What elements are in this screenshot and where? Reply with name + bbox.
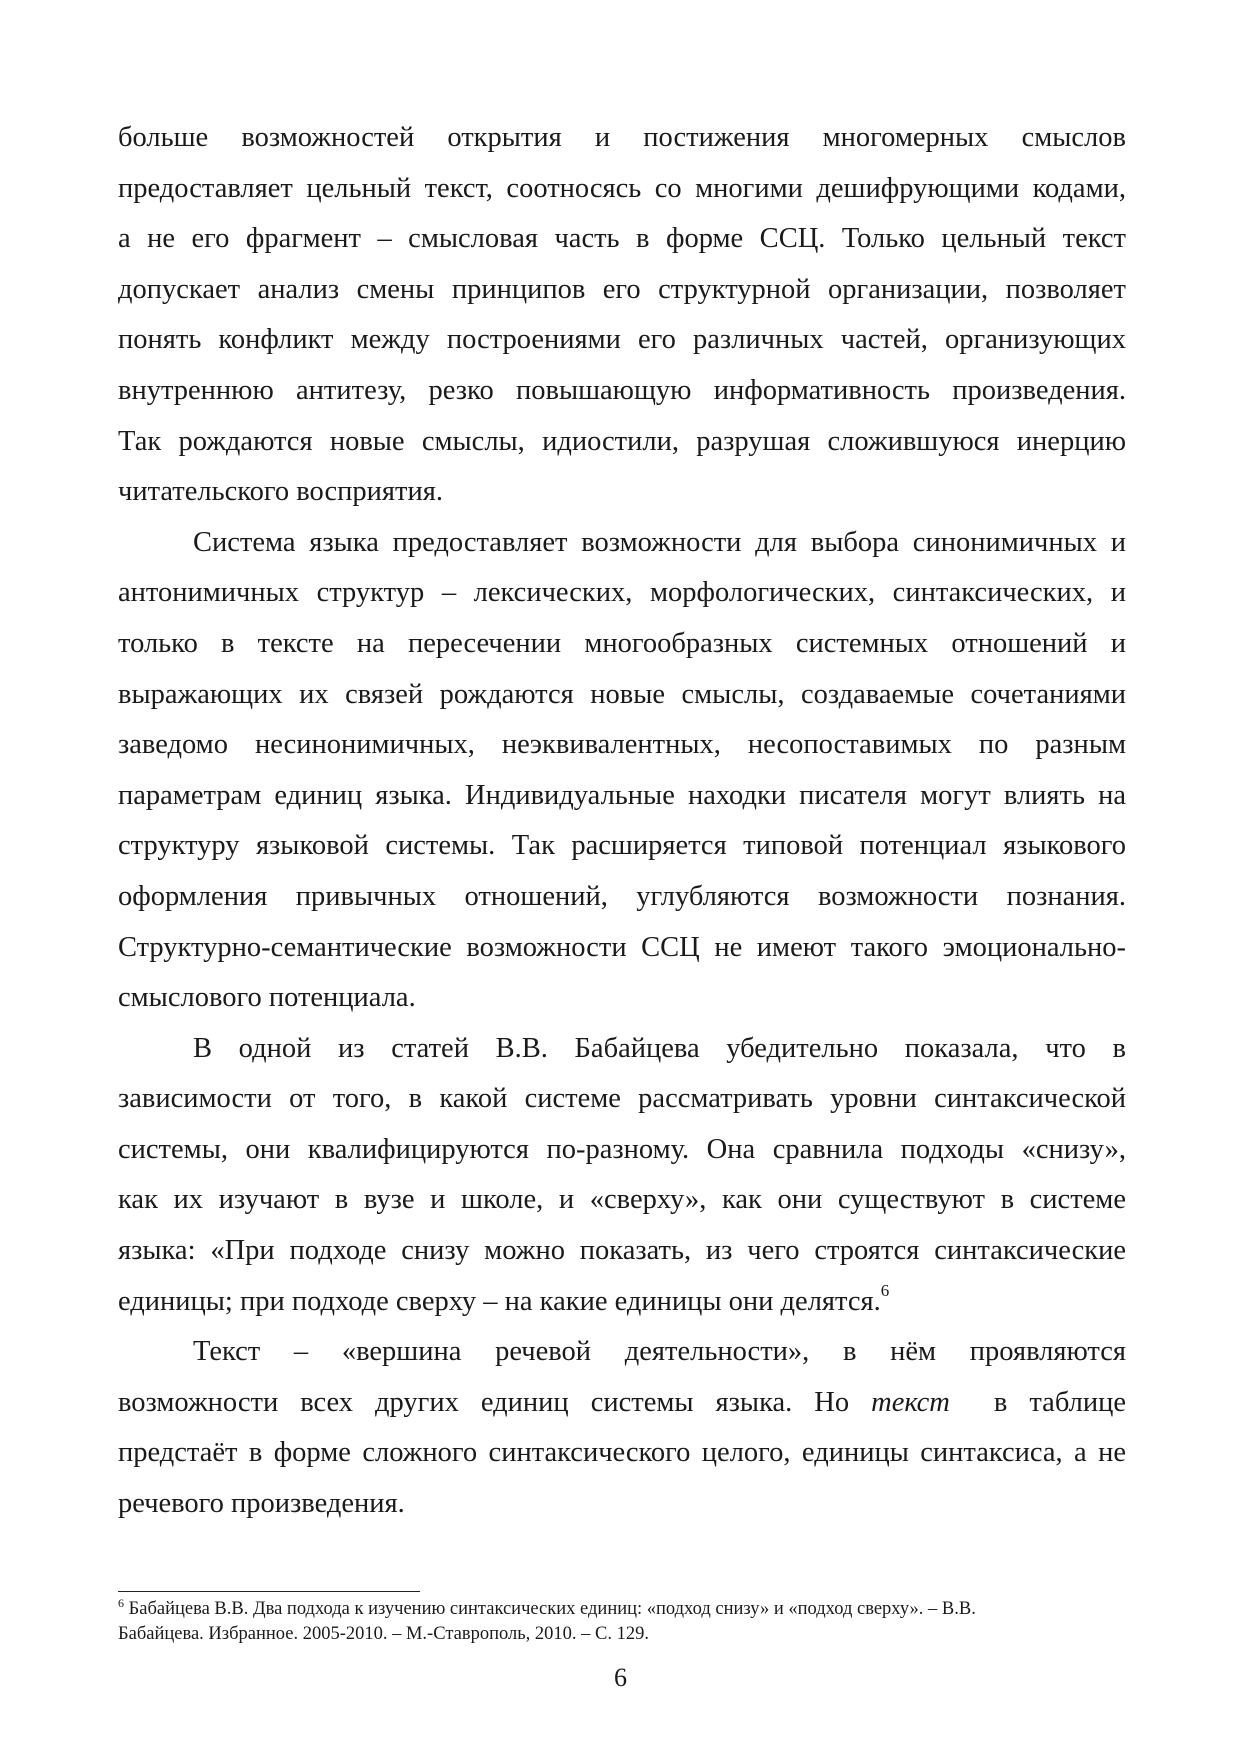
text-line: языка: «При подходе снизу можно показать, из чего строятся синтаксические — [118, 1235, 1126, 1267]
page-number: 6 — [614, 1663, 627, 1692]
text-line: допускает анализ смены принципов его структурной организации, позволяет — [118, 273, 1126, 305]
text-line: больше возможностей открытия и постижения многомерных смыслов — [118, 122, 1126, 153]
text-line: параметрам единиц языка. Индивидуальные находки писателя могут влиять на — [118, 779, 1126, 811]
paragraph-4 — [118, 1327, 1126, 1529]
text-line: предоставляет цельный текст, соотносясь со многими дешифрующими кодами, — [118, 172, 1126, 204]
body-text — [118, 113, 1126, 1530]
text-line: предстаёт в форме сложного синтаксического целого, единицы синтаксиса, а не — [118, 1437, 1126, 1469]
text-line: зависимости от того, в какой системе рассматривать уровни синтаксической — [118, 1083, 1126, 1115]
footnote-number: 6 — [118, 1596, 124, 1610]
text-line: внутреннюю антитезу, резко повышающую информативность произведения. — [118, 374, 1126, 406]
text-line: только в тексте на пересечении многообразных системных отношений и — [118, 627, 1126, 659]
text-line: антонимичных структур – лексических, морфологических, синтаксических, и — [118, 577, 1126, 609]
text-line: структуру языковой системы. Так расширяется типовой потенциал языкового — [118, 830, 1126, 862]
text-line: Так рождаются новые смыслы, идиостили, разрушая сложившуюся инерцию — [118, 425, 1126, 457]
paragraph-1 — [118, 113, 1126, 518]
text-line: речевого произведения. — [118, 1488, 405, 1520]
text-segment: возможности всех других единиц системы языка. Но — [118, 1386, 850, 1418]
paragraph-3 — [118, 1024, 1126, 1328]
footnote-line — [118, 1597, 1126, 1622]
text-line: системы, они квалифицируются по-разному. Она сравнила подходы «снизу», — [118, 1133, 1126, 1165]
text-segment: в таблице — [993, 1386, 1127, 1418]
text-line: заведомо несинонимичных, неэквивалентных, несопоставимых по разным — [118, 729, 1126, 761]
paragraph-2 — [118, 518, 1126, 1024]
footnote-separator — [118, 1591, 420, 1592]
footnote-text: Бабайцева В.В. Два подхода к изучению синтаксических единиц: «подход снизу» и «подход сверху». – В.В. — [128, 1599, 976, 1619]
text-line: как их изучают в вузе и школе, и «сверху», как они существуют в системе — [118, 1184, 1126, 1216]
text-line: Текст – «вершина речевой деятельности», в нём проявляются — [193, 1336, 1126, 1368]
text-line-content: единицы; при подходе сверху – на какие единицы они делятся. — [118, 1285, 881, 1317]
italic-term: текст — [871, 1386, 950, 1418]
text-line: В одной из статей В.В. Бабайцева убедительно показала, что в — [193, 1032, 1126, 1064]
footnote — [118, 1597, 1126, 1647]
text-line: выражающих их связей рождаются новые смыслы, создаваемые сочетаниями — [118, 678, 1126, 710]
text-line: а не его фрагмент – смысловая часть в форме ССЦ. Только цельный текст — [118, 223, 1126, 255]
footnote-reference[interactable]: 6 — [880, 1280, 890, 1300]
text-line: оформления привычных отношений, углубляются возможности познания. — [118, 880, 1126, 912]
text-line: читательского восприятия. — [118, 476, 443, 508]
text-line — [118, 1378, 1126, 1429]
text-line: Система языка предоставляет возможности для выбора синонимичных и — [193, 526, 1126, 558]
footnote-line: Бабайцева. Избранное. 2005-2010. – М.-Ставрополь, 2010. – С. 129. — [118, 1624, 649, 1644]
text-line — [118, 1277, 1126, 1328]
text-line: смыслового потенциала. — [118, 982, 416, 1014]
text-line: Структурно-семантические возможности ССЦ не имеют такого эмоционально- — [118, 931, 1126, 963]
text-line: понять конфликт между построениями его различных частей, организующих — [118, 324, 1126, 356]
